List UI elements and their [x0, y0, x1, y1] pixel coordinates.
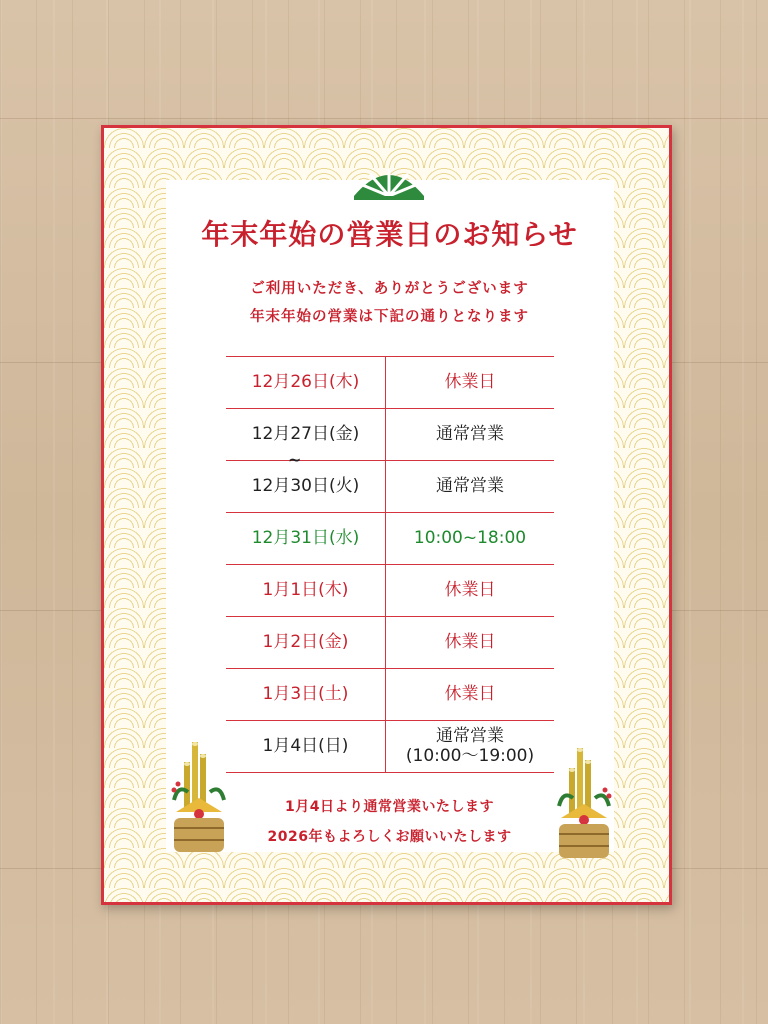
- pine-icon: [350, 156, 428, 202]
- page-title: 年末年始の営業日のお知らせ: [201, 218, 578, 251]
- range-mark: ~: [288, 450, 302, 469]
- table-row: [226, 565, 554, 617]
- table-row: [226, 461, 554, 513]
- status-cell: 休業日: [444, 631, 496, 652]
- date-cell: 12月31日(水): [226, 513, 386, 564]
- date-cell: 1月4日(日): [226, 721, 386, 772]
- status-cell: 通常営業: [436, 423, 504, 444]
- status-cell: 通常営業: [436, 475, 504, 496]
- status-cell: [386, 721, 554, 772]
- table-row: [226, 669, 554, 721]
- status-text: 通常営業: [436, 725, 504, 746]
- kadomatsu-icon: [553, 746, 615, 864]
- table-row: [226, 617, 554, 669]
- status-cell: 10:00~18:00: [413, 527, 527, 548]
- date-cell: 1月1日(木): [226, 565, 386, 616]
- footer-line-1: 1月4日より通常営業いたします: [285, 799, 494, 815]
- date-cell: 12月26日(木): [226, 357, 386, 408]
- status-cell: 休業日: [444, 371, 496, 392]
- table-row: [226, 721, 554, 773]
- status-cell: 休業日: [444, 579, 496, 600]
- table-row: [226, 409, 554, 469]
- subtitle-line-1: ご利用いただき、ありがとうございます: [250, 281, 529, 297]
- status-hours: (10:00〜19:00): [405, 745, 535, 766]
- date-cell: 12月30日(火): [226, 461, 386, 512]
- schedule-table: [226, 356, 554, 773]
- date-cell: 12月27日(金): [226, 409, 386, 460]
- subtitle-line-2: 年末年始の営業は下記の通りとなります: [250, 309, 529, 325]
- table-row: [226, 513, 554, 565]
- date-cell: 1月2日(金): [226, 617, 386, 668]
- kadomatsu-icon: [168, 740, 230, 858]
- notice-poster: [101, 125, 672, 905]
- status-cell: 休業日: [444, 683, 496, 704]
- footer-line-2: 2026年もよろしくお願いいたします: [267, 829, 512, 845]
- table-row: [226, 357, 554, 409]
- date-cell: 1月3日(土): [226, 669, 386, 720]
